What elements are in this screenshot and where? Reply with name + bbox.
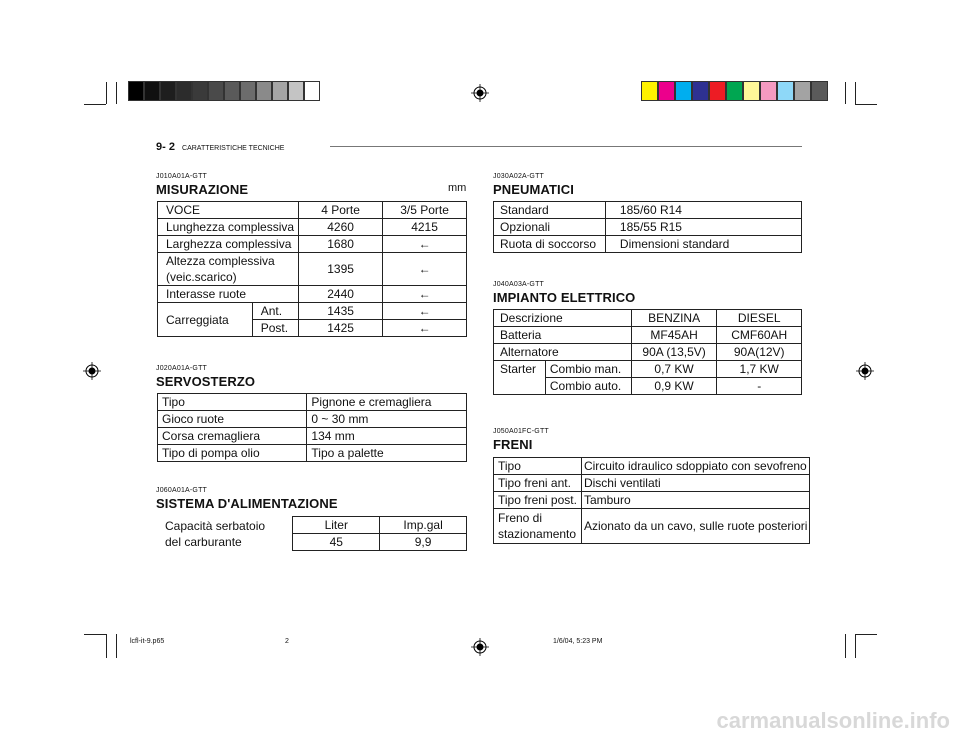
sub-label: Post. (252, 320, 298, 337)
row-label: Corsa cremagliera (158, 428, 307, 445)
header-rule (330, 146, 802, 147)
section-code: J050A01FC-GTT (493, 428, 549, 435)
calibration-swatch (288, 81, 304, 101)
value-cell: 90A (13,5V) (631, 344, 717, 361)
section-title-pneumatici: PNEUMATICI (493, 182, 574, 197)
calibration-swatch (304, 81, 320, 101)
value-cell: Circuito idraulico sdoppiato con sevofreno (581, 458, 809, 475)
row-label: Larghezza complessiva (158, 236, 299, 253)
footer-page: 2 (285, 638, 289, 645)
same-as-left-arrow-icon: ← (383, 303, 467, 320)
row-label-line: stazionamento (498, 527, 577, 541)
table-row (158, 303, 467, 320)
registration-mark-icon (856, 362, 874, 380)
same-as-left-arrow-icon: ← (383, 286, 467, 303)
row-label: Tipo (158, 394, 307, 411)
value-cell: 45 (293, 534, 380, 551)
header-cell: BENZINA (631, 310, 717, 327)
row-label-line: Capacità serbatoio (165, 518, 266, 533)
calibration-swatch (777, 81, 794, 101)
value-cell: 9,9 (380, 534, 467, 551)
same-as-left-arrow-icon: ← (383, 253, 467, 286)
footer-file: lcfl-it-9.p65 (130, 638, 165, 645)
sub-label: Combio auto. (545, 378, 631, 395)
section-title: CARATTERISTICHE TECNICHE (182, 145, 285, 152)
table-row (494, 202, 802, 219)
calibration-swatch (208, 81, 224, 101)
row-label: Standard (494, 202, 606, 219)
section-title-servosterzo: SERVOSTERZO (156, 374, 256, 389)
header-cell: Liter (293, 517, 380, 534)
calibration-swatch (760, 81, 777, 101)
table-row (494, 509, 810, 544)
table-row (158, 236, 467, 253)
table-row (494, 361, 802, 378)
table-row (158, 445, 467, 462)
value-cell: 90A(12V) (717, 344, 802, 361)
table-row (158, 202, 467, 219)
table-row (494, 219, 802, 236)
sub-label: Ant. (252, 303, 298, 320)
row-label: Tipo di pompa olio (158, 445, 307, 462)
table-row (158, 411, 467, 428)
value-cell: 185/60 R14 (605, 202, 801, 219)
calibration-swatch (658, 81, 675, 101)
calibration-swatch (240, 81, 256, 101)
table-row (494, 344, 802, 361)
table-row (158, 286, 467, 303)
value-cell: Tipo a palette (307, 445, 467, 462)
watermark: carmanualsonline.info (716, 708, 950, 733)
calibration-swatch (144, 81, 160, 101)
header-cell: Descrizione (494, 310, 632, 327)
value-cell: Dimensioni standard (605, 236, 801, 253)
value-cell: Azionato da un cavo, sulle ruote posteriori (581, 509, 809, 544)
row-label-line: Altezza complessiva (166, 254, 275, 268)
value-cell: 134 mm (307, 428, 467, 445)
value-cell: Tamburo (581, 492, 809, 509)
header-cell: 4 Porte (299, 202, 383, 219)
value-cell: MF45AH (631, 327, 717, 344)
row-label: Tipo freni ant. (494, 475, 582, 492)
value-cell: 2440 (299, 286, 383, 303)
row-label-line: del carburante (165, 534, 242, 549)
registration-mark-icon (471, 84, 489, 102)
value-cell: 185/55 R15 (605, 219, 801, 236)
value-cell: - (717, 378, 802, 395)
section-title-elettrico: IMPIANTO ELETTRICO (493, 290, 636, 305)
section-title-alimentazione: SISTEMA D'ALIMENTAZIONE (156, 496, 338, 511)
row-label: Starter (494, 361, 546, 395)
table-row (158, 253, 467, 286)
misurazione-table (157, 201, 467, 337)
row-label: Tipo freni post. (494, 492, 582, 509)
row-label: Gioco ruote (158, 411, 307, 428)
calibration-swatch (192, 81, 208, 101)
calibration-swatch (224, 81, 240, 101)
value-cell: 4215 (383, 219, 467, 236)
elettrico-table (493, 309, 802, 395)
table-row (157, 517, 467, 534)
section-code: J030A02A-GTT (493, 173, 545, 180)
grayscale-calibration-bar (128, 81, 320, 101)
servosterzo-table (157, 393, 467, 462)
unit-label: mm (448, 182, 467, 194)
header-cell: VOCE (158, 202, 299, 219)
section-code: J040A03A-GTT (493, 281, 545, 288)
section-title-freni: FRENI (493, 437, 533, 452)
table-row (494, 236, 802, 253)
value-cell: 0,7 KW (631, 361, 717, 378)
row-label: Lunghezza complessiva (158, 219, 299, 236)
calibration-swatch (726, 81, 743, 101)
footer-date: 1/6/04, 5:23 PM (553, 638, 603, 645)
same-as-left-arrow-icon: ← (383, 236, 467, 253)
value-cell: 1680 (299, 236, 383, 253)
page-number: 9- 2 (156, 141, 175, 153)
calibration-swatch (128, 81, 144, 101)
color-calibration-bar (641, 81, 828, 101)
table-row (158, 219, 467, 236)
row-label: Interasse ruote (158, 286, 299, 303)
section-code: J060A01A-GTT (156, 487, 208, 494)
table-row (494, 310, 802, 327)
row-label (158, 253, 299, 286)
sub-label: Combio man. (545, 361, 631, 378)
value-cell: Dischi ventilati (581, 475, 809, 492)
table-row (158, 428, 467, 445)
table-row (494, 475, 810, 492)
same-as-left-arrow-icon: ← (383, 320, 467, 337)
row-label: Alternatore (494, 344, 632, 361)
calibration-swatch (794, 81, 811, 101)
freni-table (493, 457, 810, 544)
row-label (494, 509, 582, 544)
row-label: Tipo (494, 458, 582, 475)
section-code: J020A01A-GTT (156, 365, 208, 372)
calibration-swatch (160, 81, 176, 101)
header-cell: Imp.gal (380, 517, 467, 534)
pneumatici-table (493, 201, 802, 253)
value-cell: 1,7 KW (717, 361, 802, 378)
value-cell: 1435 (299, 303, 383, 320)
value-cell: 4260 (299, 219, 383, 236)
value-cell: CMF60AH (717, 327, 802, 344)
row-label: Opzionali (494, 219, 606, 236)
value-cell: 0,9 KW (631, 378, 717, 395)
page-header (156, 141, 284, 153)
section-code: J010A01A-GTT (156, 173, 208, 180)
row-label: Carreggiata (158, 303, 253, 337)
row-label-line: Freno di (498, 511, 543, 525)
calibration-swatch (675, 81, 692, 101)
alimentazione-table (157, 516, 467, 551)
calibration-swatch (272, 81, 288, 101)
calibration-swatch (811, 81, 828, 101)
table-row (158, 394, 467, 411)
calibration-swatch (256, 81, 272, 101)
calibration-swatch (709, 81, 726, 101)
calibration-swatch (641, 81, 658, 101)
value-cell: Pignone e cremagliera (307, 394, 467, 411)
calibration-swatch (692, 81, 709, 101)
row-label-line: (veic.scarico) (166, 270, 237, 284)
table-row (494, 327, 802, 344)
registration-mark-icon (83, 362, 101, 380)
table-row (494, 458, 810, 475)
value-cell: 1425 (299, 320, 383, 337)
value-cell: 1395 (299, 253, 383, 286)
registration-mark-icon (471, 638, 489, 656)
section-title-misurazione: MISURAZIONE (156, 182, 249, 197)
value-cell: 0 ~ 30 mm (307, 411, 467, 428)
header-cell: 3/5 Porte (383, 202, 467, 219)
calibration-swatch (176, 81, 192, 101)
row-label: Ruota di soccorso (494, 236, 606, 253)
header-cell: DIESEL (717, 310, 802, 327)
calibration-swatch (743, 81, 760, 101)
row-label: Batteria (494, 327, 632, 344)
table-row (494, 492, 810, 509)
row-label (157, 517, 293, 551)
